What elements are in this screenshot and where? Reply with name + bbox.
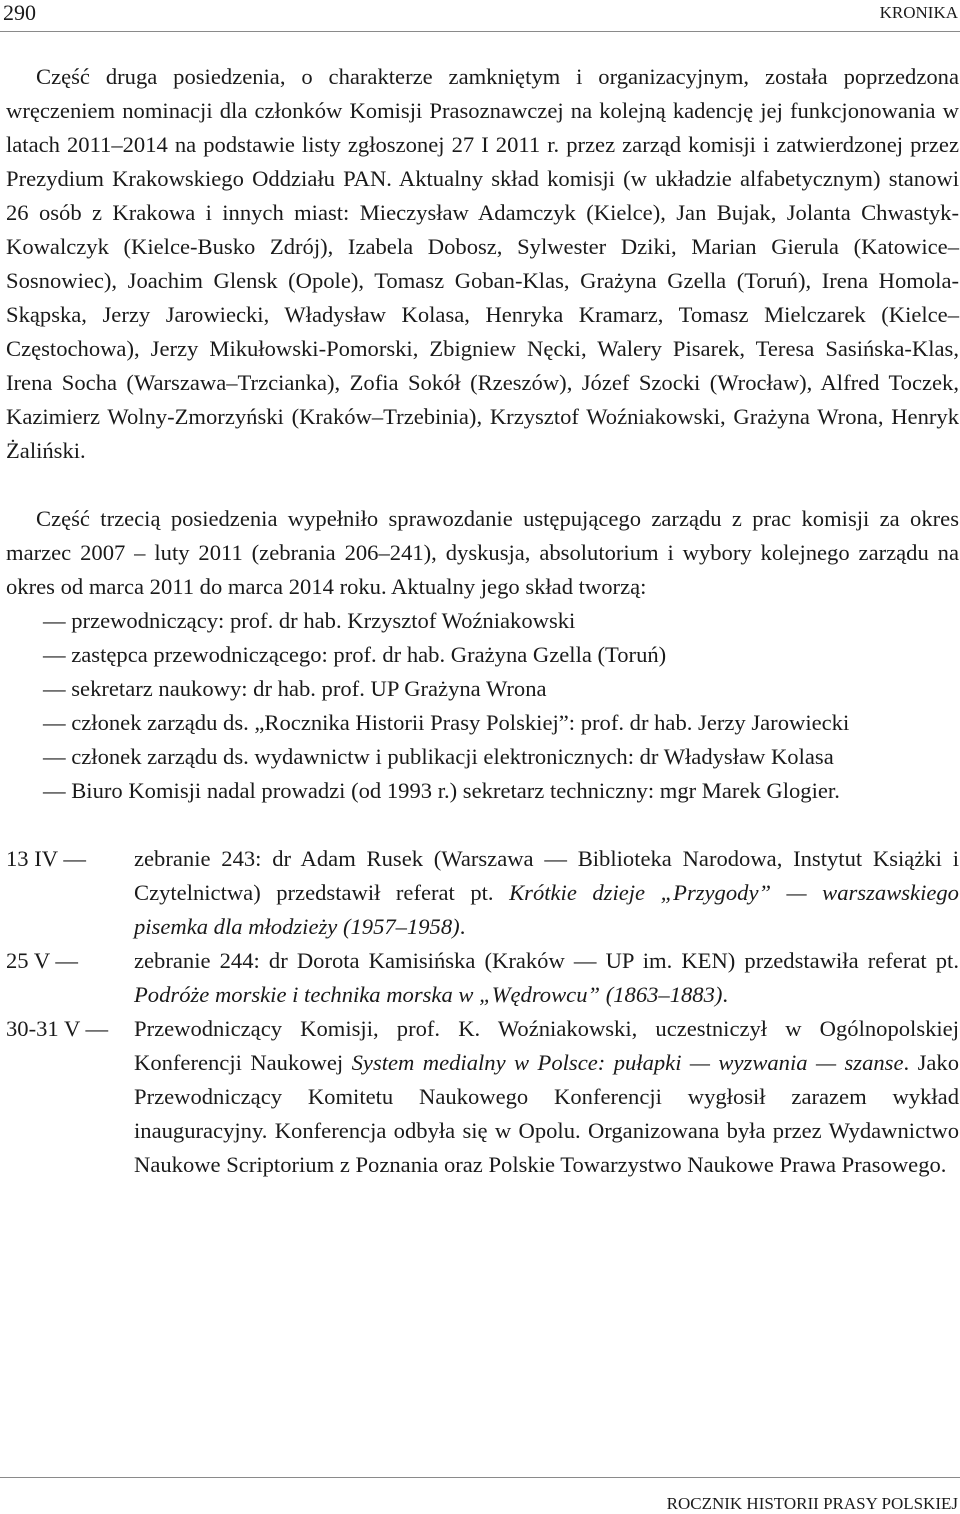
paragraph-committee-composition: Część druga posiedzenia, o charakterze zamkniętym i organizacyjnym, została poprzedzona wręczeniem nominacji dla członków Komisji Prasoznawczej na kolejną kadencję jej funkcjonowania w latach 2011–2014 na podstawie listy zgłoszonej 27 I 2011 r. przez zarząd komisji i zatwierdzonej przez Prezydium Krakowskiego Oddziału PAN. Aktualny skład komisji (w układzie alfabetycznym) stanowi 26 osób z Krakowa i innych miast: Mieczysław Adamczyk (Kielce), Jan Bujak, Jolanta Chwastyk-Kowalczyk (Kielce-Busko Zdrój), Izabela Dobosz, Sylwester Dziki, Marian Gierula (Katowice–Sosnowiec), Joachim Glensk (Opole), Tomasz Goban-Klas, Grażyna Gzella (Toruń), Irena Homola-Skąpska, Jerzy Jarowiecki, Władysław Kolasa, Henryka Kramarz, Tomasz Mielczarek (Kielce–Częstochowa), Jerzy Mikułowski-Pomorski, Zbigniew Nęcki, Walery Pisarek, Teresa Sasińska-Klas, Irena Socha (Warszawa–Trzcianka), Zofia Sokół (Rzeszów), Józef Szocki (Wrocław), Alfred Toczek, Kazimierz Wolny-Zmorzyński (Kraków–Trzebinia), Krzysztof Woźniakowski, Grażyna Wrona, Henryk Żaliński. — [6, 64, 959, 463]
entry-title: System medialny w Polsce: pułapki — wyzwania — szanse — [351, 1050, 904, 1075]
entry-after: . — [722, 982, 729, 1007]
entry-after: . Jako Przewodniczący Komitetu Naukowego Konferencji wygłosił zarazem wykład inauguracyjny. Konferencja odbyła się w Opolu. Organizowana była przez Wydawnictwo Naukowe Scriptorium z Poznania oraz Polskie Towarzystwo Naukowe Prawa Prasowego. — [134, 1050, 960, 1177]
running-head: KRONIKA — [879, 3, 958, 22]
page-number: 290 — [3, 0, 36, 25]
entry-after: . — [459, 914, 466, 939]
entry-description: Przewodniczący Komisji, prof. K. Woźniakowski, uczestniczył w Ogólnopolskiej Konferencji Naukowej — [134, 1016, 959, 1075]
entry-date: 25 V — — [6, 948, 78, 973]
page-header — [0, 0, 960, 32]
entry-text — [134, 944, 959, 1012]
entry-description: zebranie 244: dr Dorota Kamisińska (Kraków — UP im. KEN) przedstawiła referat pt. — [134, 948, 959, 973]
entry-text — [134, 842, 959, 944]
entry-date: 13 IV — — [6, 846, 86, 871]
journal-title: ROCZNIK HISTORII PRASY POLSKIEJ — [666, 1494, 958, 1513]
entry-date: 30-31 V — — [6, 1016, 109, 1041]
board-roles-list — [6, 604, 959, 808]
entry-title: Krótkie dzieje „Przygody” — warszawskiego pisemka dla młodzieży (1957–1958) — [134, 880, 959, 939]
role-line: — Biuro Komisji nadal prowadzi (od 1993 r.) sekretarz techniczny: mgr Marek Glogier. — [43, 778, 840, 803]
role-line: — zastępca przewodniczącego: prof. dr hab. Grażyna Gzella (Toruń) — [43, 642, 667, 667]
chronicle-entry — [6, 842, 959, 944]
paragraph-spacer — [6, 468, 959, 502]
role-line: — członek zarządu ds. wydawnictw i publikacji elektronicznych: dr Władysław Kolasa — [43, 744, 834, 769]
role-line: — członek zarządu ds. „Rocznika Historii Prasy Polskiej”: prof. dr hab. Jerzy Jarowiecki — [43, 710, 850, 735]
entry-description: zebranie 243: dr Adam Rusek (Warszawa — Biblioteka Narodowa, Instytut Książki i Czytelnictwa) przedstawił referat pt. — [134, 846, 959, 905]
chronicle-entry — [6, 1012, 959, 1182]
chronicle-entry — [6, 944, 959, 1012]
entry-text — [134, 1012, 959, 1182]
role-line: — przewodniczący: prof. dr hab. Krzysztof Woźniakowski — [43, 608, 576, 633]
paragraph-board-election: Część trzecią posiedzenia wypełniło sprawozdanie ustępującego zarządu z prac komisji za okres marzec 2007 – luty 2011 (zebrania 206–241), dyskusja, absolutorium i wybory kolejnego zarządu na okres od marca 2011 do marca 2014 roku. Aktualny jego skład tworzą: — [6, 506, 959, 599]
chronicle-entries — [6, 842, 959, 1182]
body-text — [6, 60, 959, 1182]
role-line: — sekretarz naukowy: dr hab. prof. UP Grażyna Wrona — [43, 676, 547, 701]
page-footer — [0, 1477, 960, 1513]
entry-title: Podróże morskie i technika morska w „Wędrowcu” (1863–1883) — [134, 982, 723, 1007]
